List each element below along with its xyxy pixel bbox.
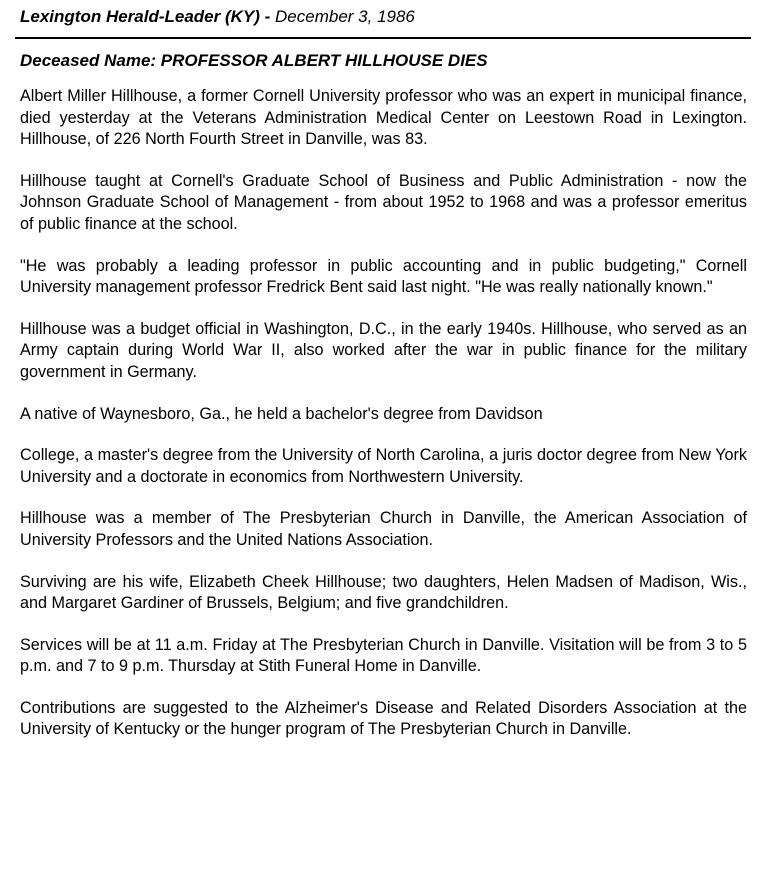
header-divider: [15, 37, 751, 39]
article-paragraph: Hillhouse taught at Cornell's Graduate School of Business and Public Administration - now the Johnson Graduate School of Management - from about 1952 to 1968 and was a professor emeritus of public finance at the school.: [20, 171, 747, 233]
article-paragraph: Albert Miller Hillhouse, a former Cornell University professor who was an expert in municipal finance, died yesterday at the Veterans Administration Medical Center on Leestown Road in Lexington. Hillhouse, of 226 North Fourth Street in Danville, was 83.: [20, 87, 747, 149]
article-paragraph: Contributions are suggested to the Alzheimer's Disease and Related Disorders Association at the University of Kentucky or the hunger program of The Presbyterian Church in Danville.: [20, 698, 747, 739]
article-paragraph: Hillhouse was a budget official in Washington, D.C., in the early 1940s. Hillhouse, who served as an Army captain during World War II, also worked after the war in public finance for the military government in Germany.: [20, 319, 747, 381]
publication-header: [20, 6, 415, 28]
publication-name: Lexington Herald-Leader (KY): [20, 7, 260, 26]
article-headline: Deceased Name: PROFESSOR ALBERT HILLHOUSE DIES: [20, 51, 488, 70]
article-paragraph: Hillhouse was a member of The Presbyterian Church in Danville, the American Association of University Professors and the United Nations Association.: [20, 509, 747, 549]
article-paragraph: A native of Waynesboro, Ga., he held a bachelor's degree from Davidson: [20, 404, 543, 423]
article-paragraph: Services will be at 11 a.m. Friday at The Presbyterian Church in Danville. Visitation will be from 3 to 5 p.m. and 7 to 9 p.m. Thursday at Stith Funeral Home in Danville.: [20, 635, 747, 676]
article-paragraph: College, a master's degree from the University of North Carolina, a juris doctor degree from New York University and a doctorate in economics from Northwestern University.: [20, 446, 747, 486]
article-paragraph: Surviving are his wife, Elizabeth Cheek Hillhouse; two daughters, Helen Madsen of Madison, Wis., and Margaret Gardiner of Brussels, Belgium; and five grandchildren.: [20, 572, 747, 613]
article-paragraph: "He was probably a leading professor in public accounting and in public budgeting," Cornell University management professor Fredrick Bent said last night. "He was really nationally known.": [20, 256, 747, 297]
obituary-article: [20, 50, 747, 761]
publication-date: December 3, 1986: [275, 7, 415, 26]
header-separator: -: [259, 7, 276, 26]
